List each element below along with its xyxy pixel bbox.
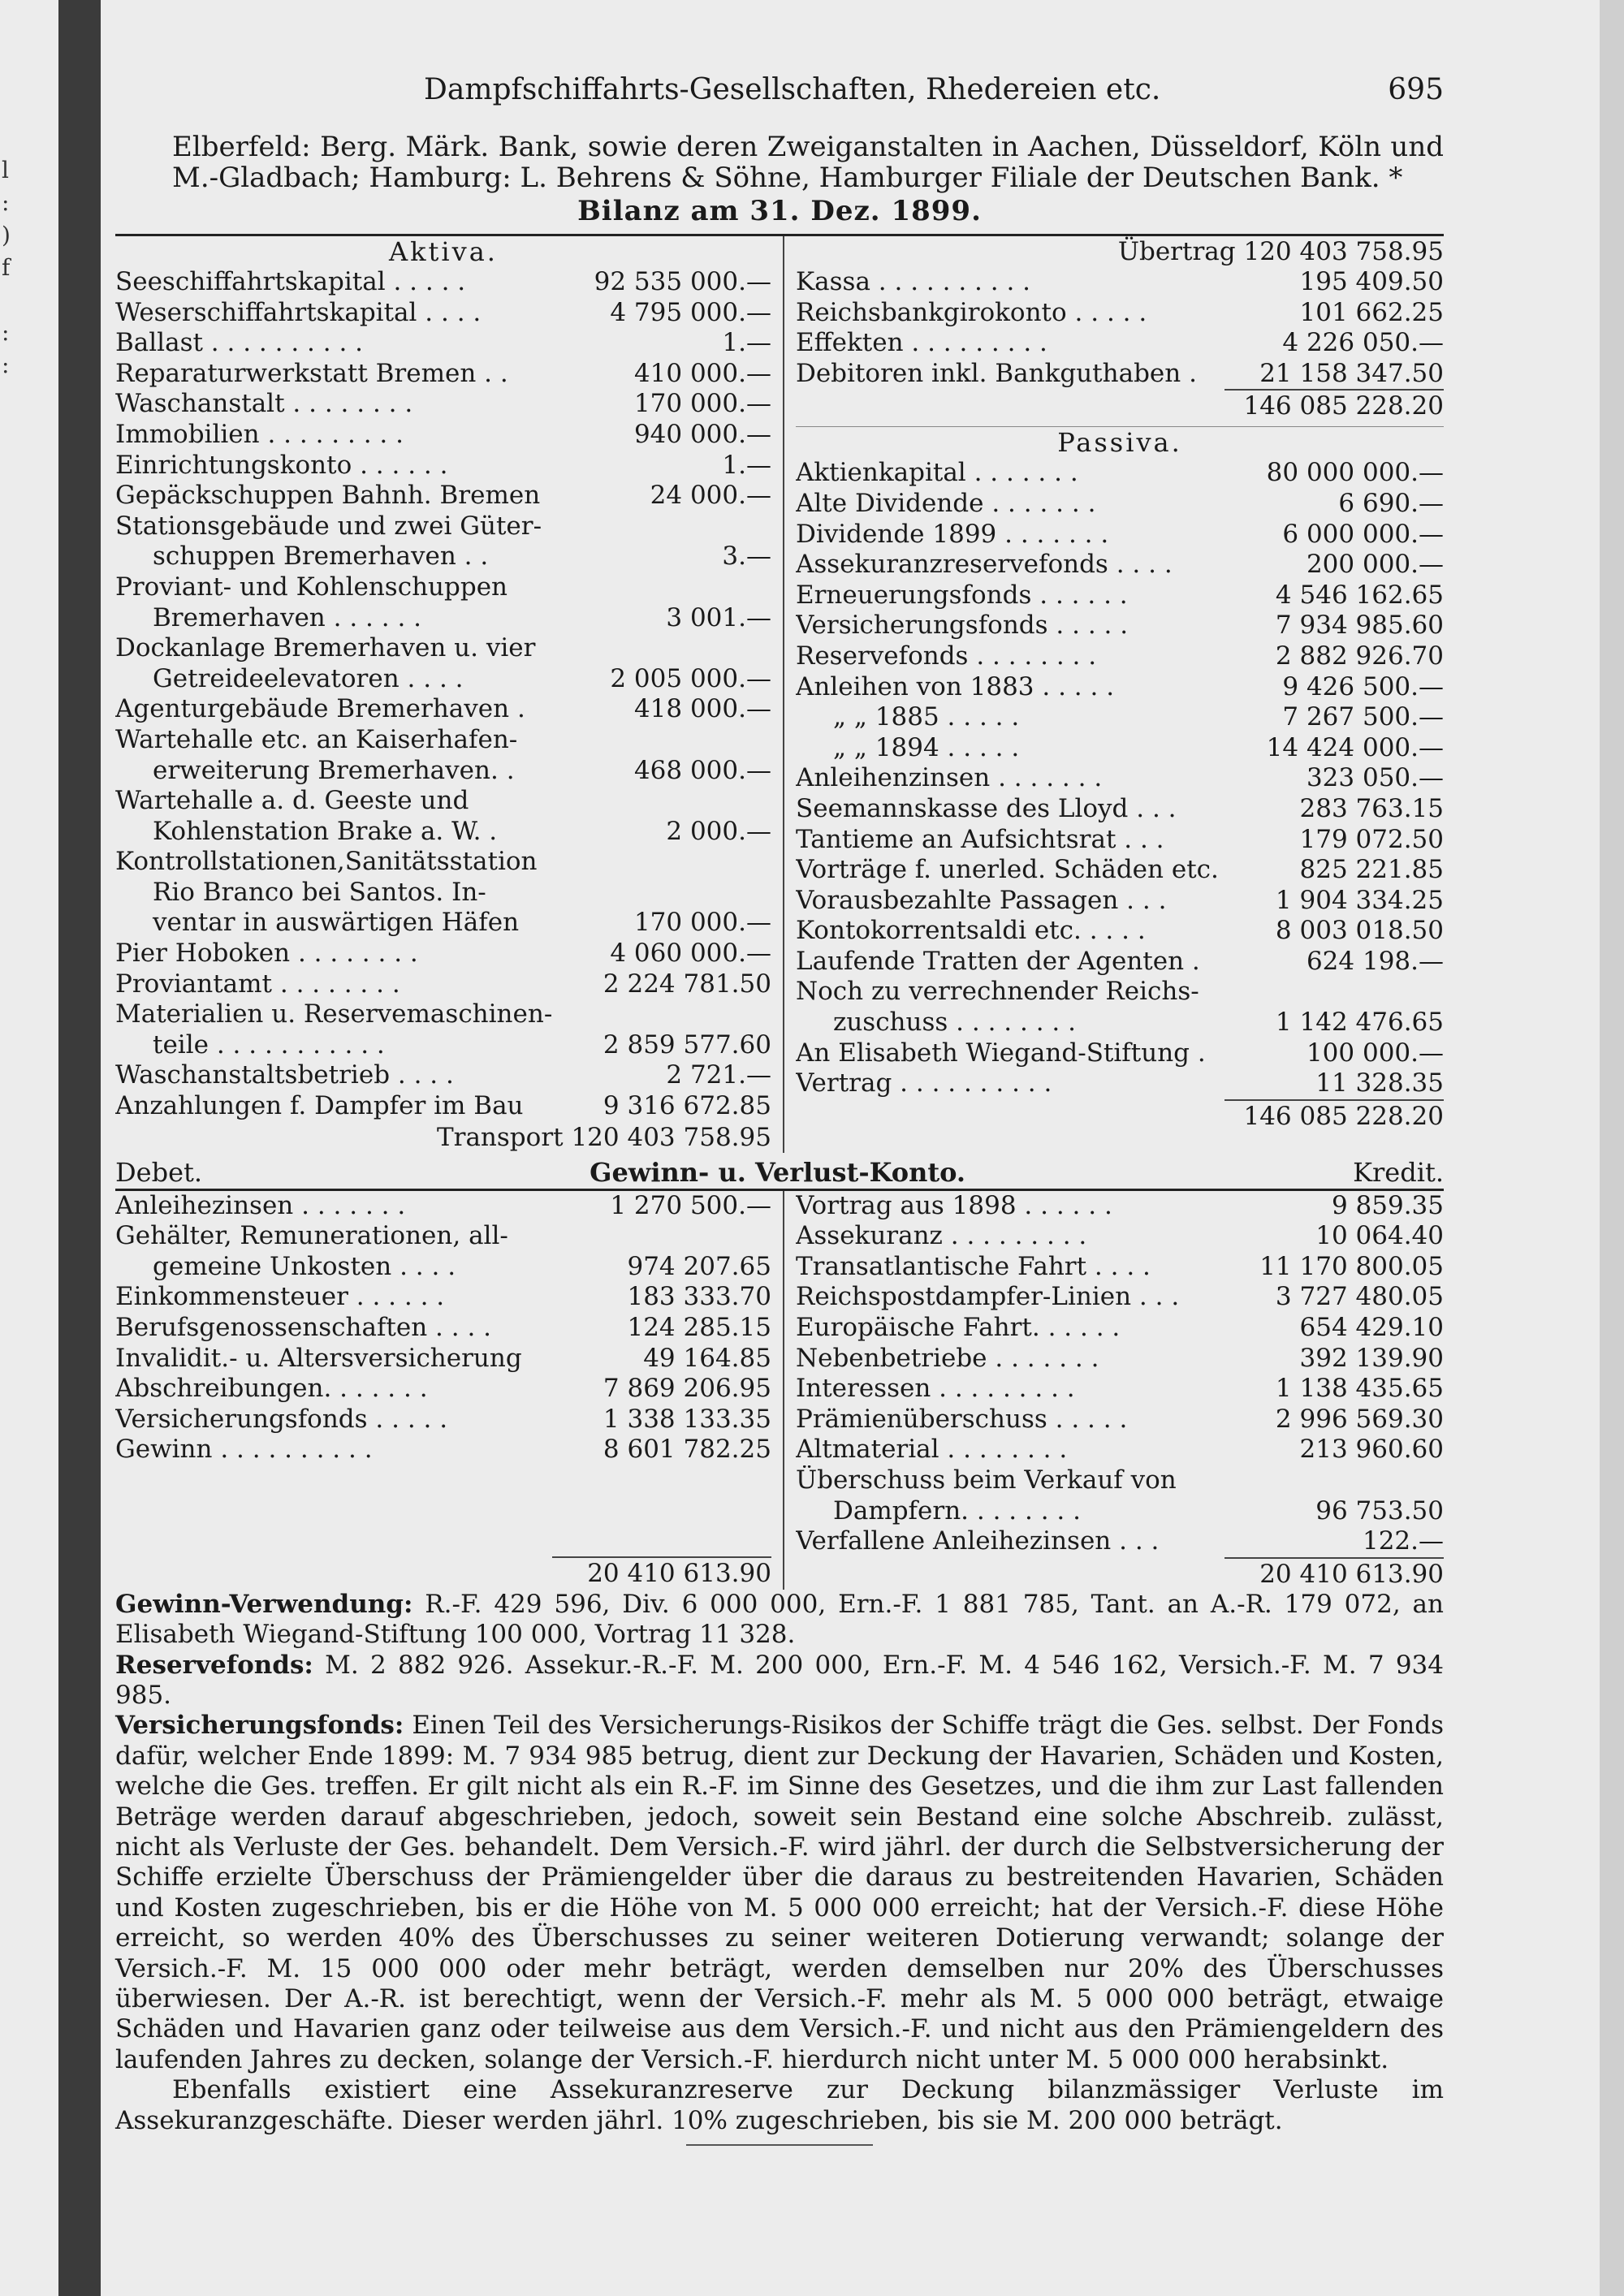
kredit-row xyxy=(796,1465,1444,1496)
margin-mark: f xyxy=(2,254,11,281)
aktiva-label: teile . . . . . . . . . . . xyxy=(153,1029,385,1060)
aktiva-row xyxy=(115,999,771,1030)
aktiva-label: Seeschiffahrtskapital . . . . . xyxy=(115,267,466,296)
passiva-label: Vorträge f. unerled. Schäden etc. xyxy=(795,855,1219,885)
passiva-value xyxy=(1257,977,1444,1008)
passiva-row xyxy=(796,733,1444,764)
passiva-value: 14 424 000.— xyxy=(1266,732,1444,762)
passiva-row xyxy=(796,1068,1444,1099)
debet-total: 20 410 613.90 xyxy=(587,1558,771,1588)
passiva-value: 80 000 000.— xyxy=(1266,458,1444,488)
aktiva-value: 2 224 781.50 xyxy=(603,969,771,999)
kredit-value: 392 139.90 xyxy=(1299,1343,1444,1373)
aktiva-label: Weserschiffahrtskapital . . . . xyxy=(115,297,482,327)
page-number: 695 xyxy=(1388,73,1444,106)
kredit-row xyxy=(796,1344,1444,1375)
passiva-label: Laufende Tratten der Agenten . xyxy=(795,946,1200,976)
debet-value: 1 338 133.35 xyxy=(603,1404,771,1434)
kredit-label: Transatlantische Fahrt . . . . xyxy=(795,1251,1151,1281)
passiva-row xyxy=(796,916,1444,947)
kredit-label: Verfallene Anleihezinsen . . . xyxy=(795,1526,1160,1556)
kredit-row xyxy=(796,1496,1444,1527)
aktiva-right-value: 101 662.25 xyxy=(1299,297,1444,327)
passiva-row xyxy=(796,489,1444,520)
aktiva-right-value: 195 409.50 xyxy=(1299,267,1444,296)
debet-label: Debet. xyxy=(115,1156,203,1188)
passiva-label: Tantieme an Aufsichtsrat . . . xyxy=(795,824,1164,854)
gv-table xyxy=(115,1191,1444,1590)
debet-label: Einkommensteuer . . . . . . xyxy=(115,1282,445,1312)
kredit-value: 9 859.35 xyxy=(1331,1190,1444,1220)
debet-rows xyxy=(115,1191,771,1465)
passiva-row xyxy=(796,947,1444,978)
aktiva-row xyxy=(115,542,771,572)
vf-text: Einen Teil des Versicherungs-Risikos der Schiffe trägt die Ges. selbst. Der Fonds dafür, welcher Ende 1899: M. 7 934 985 betrug, dient zur Deckung der Havarien, Schäden und Kosten, welche die Ges. treffen. Er gilt nicht als ein R.-F. im Sinne des Gesetzes, und die ihm zur Last fallenden Beträge werden darauf abgeschrieben, jedoch, soweit sein Bestand eine solche Abschreib. zulässt, nicht als Verluste der Ges. behandelt. Dem Versich.-F. wird jährl. der durch die Selbstversicherung der Schiffe erzielte Überschuss der Prämiengelder über die daraus zu bestreitenden Havarien, Schäden und Kosten zugeschrieben, bis er die Höhe von M. 5 000 000 erreicht; hat der Versich.-F. diese Höhe erreicht, so werden 40% des Überschusses zu seiner weiteren Dotierung verwandt; solange der Versich.-F. M. 15 000 000 oder mehr beträgt, werden demselben nur 20% des Überschusses überwiesen. Der A.-R. ist berechtigt, wenn der Versich.-F. mehr als M. 5 000 000 beträgt, etwaige Schäden und Havarien ganz oder teilweise aus dem Versich.-F. und nicht aus den Prämiengeldern des laufenden Jahres zu decken, solange der Versich.-F. hierdurch nicht unter M. 5 000 000 herabsinkt. xyxy=(115,1711,1444,2074)
gv-text: R.-F. 429 596, Div. 6 000 000, Ern.-F. 1 881 785, Tant. an A.-R. 179 072, an Elisabeth Wiegand-Stiftung 100 000, Vortrag 11 328. xyxy=(115,1589,1444,1650)
aktiva-label: Stationsgebäude und zwei Güter- xyxy=(115,511,542,541)
debet-column xyxy=(115,1191,784,1590)
bilanz-title: Bilanz am 31. Dez. 1899. xyxy=(577,195,982,227)
aktiva-value: 170 000.— xyxy=(633,908,771,938)
aktiva-label: Materialien u. Reservemaschinen- xyxy=(115,999,553,1029)
reservefonds xyxy=(115,1651,1444,1711)
debet-value: 49 164.85 xyxy=(643,1343,771,1373)
passiva-row xyxy=(796,855,1444,886)
margin-marks xyxy=(2,154,21,382)
debet-row xyxy=(115,1252,771,1283)
rf-text: M. 2 882 926. Assekur.-R.-F. M. 200 000, Ern.-F. M. 4 546 162, Versich.-F. M. 7 934 985. xyxy=(115,1650,1444,1710)
aktiva-label: Wartehalle etc. an Kaiserhafen- xyxy=(115,724,518,754)
aktiva-value: 92 535 000.— xyxy=(594,267,771,296)
kredit-row xyxy=(796,1313,1444,1344)
aktiva-value: 170 000.— xyxy=(633,389,771,419)
kredit-label: Dampfern. . . . . . . . xyxy=(832,1495,1081,1526)
passiva-row xyxy=(796,825,1444,856)
aktiva-row xyxy=(115,664,771,695)
kredit-row xyxy=(796,1526,1444,1557)
kredit-row xyxy=(796,1191,1444,1222)
aktiva-value: 4 795 000.— xyxy=(610,297,771,327)
transport-label: Transport xyxy=(436,1122,564,1152)
passiva-label: Reservefonds . . . . . . . . xyxy=(795,641,1097,671)
aktiva-row xyxy=(115,1060,771,1091)
passiva-label: Anleihenzinsen . . . . . . . xyxy=(795,763,1103,793)
running-header xyxy=(115,73,1444,117)
aktiva-label: ventar in auswärtigen Häfen xyxy=(153,908,520,938)
margin-mark xyxy=(2,284,21,317)
passiva-row xyxy=(796,458,1444,489)
aktiva-total: 146 085 228.20 xyxy=(1243,391,1444,421)
aktiva-value: 410 000.— xyxy=(633,358,771,388)
aktiva-label: Immobilien . . . . . . . . . xyxy=(115,419,404,449)
passiva-label: Vorausbezahlte Passagen . . . xyxy=(795,885,1167,915)
passiva-value: 323 050.— xyxy=(1306,763,1444,793)
debet-row xyxy=(115,1435,771,1465)
passiva-row xyxy=(796,886,1444,917)
aktiva-row xyxy=(115,267,771,298)
aktiva-right-label: Debitoren inkl. Bankguthaben . xyxy=(795,358,1197,388)
aktiva-label: Agenturgebäude Bremerhaven . xyxy=(115,694,525,724)
kredit-value: 96 753.50 xyxy=(1315,1495,1444,1526)
debet-label: Gehälter, Remunerationen, all- xyxy=(115,1221,508,1251)
aktiva-right-row xyxy=(796,298,1444,329)
passiva-value: 283 763.15 xyxy=(1299,793,1444,823)
aktiva-value xyxy=(585,633,771,664)
passiva-row xyxy=(796,763,1444,794)
aktiva-heading: Aktiva. xyxy=(389,236,498,267)
aktiva-row xyxy=(115,481,771,511)
aktiva-value: 1.— xyxy=(722,450,771,480)
kredit-label: Reichspostdampfer-Linien . . . xyxy=(795,1282,1180,1312)
passiva-value: 2 882 926.70 xyxy=(1275,641,1444,671)
aktiva-label: Gepäckschuppen Bahnh. Bremen xyxy=(115,481,541,511)
passiva-value: 8 003 018.50 xyxy=(1275,916,1444,946)
aktiva-label: Bremerhaven . . . . . . xyxy=(153,602,422,632)
kredit-label: Europäische Fahrt. . . . . . xyxy=(795,1313,1121,1342)
vf-key: Versicherungsfonds: xyxy=(115,1711,404,1741)
aktiva-row xyxy=(115,298,771,329)
debet-row xyxy=(115,1405,771,1435)
aktiva-label: Rio Branco bei Santos. In- xyxy=(153,877,486,907)
passiva-label: Erneuerungsfonds . . . . . . xyxy=(795,580,1128,610)
aktiva-value: 24 000.— xyxy=(650,481,771,511)
kredit-value: 213 960.60 xyxy=(1299,1435,1444,1465)
passiva-value: 1 142 476.65 xyxy=(1275,1008,1444,1038)
aktiva-right-rows xyxy=(796,267,1444,389)
passiva-heading: Passiva. xyxy=(1057,427,1182,459)
aktiva-value: 2 005 000.— xyxy=(610,663,771,693)
debet-value: 974 207.65 xyxy=(627,1251,771,1281)
kredit-value: 3 727 480.05 xyxy=(1275,1282,1444,1312)
aktiva-label: Reparaturwerkstatt Bremen . . xyxy=(115,358,508,388)
passiva-value: 179 072.50 xyxy=(1299,824,1444,854)
passiva-row xyxy=(796,672,1444,703)
aktiva-row xyxy=(115,878,771,908)
passiva-value: 6 690.— xyxy=(1338,488,1444,518)
kredit-label: Assekuranz . . . . . . . . . xyxy=(795,1221,1087,1251)
kredit-row xyxy=(796,1282,1444,1313)
transport-row xyxy=(115,1122,771,1153)
aktiva-value: 2 000.— xyxy=(666,816,771,846)
aktiva-value: 2 859 577.60 xyxy=(603,1029,771,1060)
kredit-value: 10 064.40 xyxy=(1315,1221,1444,1251)
page-edge xyxy=(1600,0,1624,2296)
debet-label: Abschreibungen. . . . . . . xyxy=(115,1374,428,1404)
passiva-label: Dividende 1899 . . . . . . . xyxy=(795,519,1109,549)
aktiva-right-label: Reichsbankgirokonto . . . . . xyxy=(795,297,1147,327)
aktiva-label: Waschanstalt . . . . . . . . xyxy=(115,389,413,419)
margin-mark: ) xyxy=(2,222,11,248)
aktiva-row xyxy=(115,572,771,603)
aktiva-label: Kontrollstationen,Sanitätsstation xyxy=(115,847,538,877)
kredit-label: Altmaterial . . . . . . . . xyxy=(795,1435,1068,1465)
aktiva-row xyxy=(115,389,771,420)
debet-label: Versicherungsfonds . . . . . xyxy=(115,1404,448,1434)
aktiva-rows xyxy=(115,267,771,1122)
debet-row xyxy=(115,1344,771,1375)
passiva-row xyxy=(796,641,1444,672)
aktiva-value xyxy=(585,511,771,542)
passiva-row xyxy=(796,1008,1444,1038)
debet-label: Invalidit.- u. Altersversicherung xyxy=(115,1343,522,1373)
passiva-label: Vertrag . . . . . . . . . . xyxy=(795,1068,1052,1098)
kredit-value: 654 429.10 xyxy=(1299,1313,1444,1342)
aktiva-row xyxy=(115,694,771,725)
passiva-row xyxy=(796,977,1444,1008)
passiva-label: Assekuranzreservefonds . . . . xyxy=(795,550,1173,580)
end-rule xyxy=(686,2144,873,2146)
passiva-row xyxy=(796,1038,1444,1069)
running-title: Dampfschiffahrts-Gesellschaften, Rhedereien etc. xyxy=(424,73,1161,106)
aktiva-value: 1.— xyxy=(722,328,771,358)
aktiva-value xyxy=(585,878,771,908)
debet-value: 8 601 782.25 xyxy=(603,1435,771,1465)
kredit-row xyxy=(796,1374,1444,1405)
aktiva-label: Proviant- und Kohlenschuppen xyxy=(115,572,508,602)
passiva-label: Aktienkapital . . . . . . . xyxy=(795,458,1078,488)
passiva-total: 146 085 228.20 xyxy=(1243,1101,1444,1131)
gv-key: Gewinn-Verwendung: xyxy=(115,1589,413,1619)
aktiva-value xyxy=(585,847,771,878)
passiva-value: 1 904 334.25 xyxy=(1275,885,1444,915)
debet-row xyxy=(115,1282,771,1313)
aktiva-value: 468 000.— xyxy=(633,755,771,785)
passiva-value: 825 221.85 xyxy=(1299,855,1444,885)
versicherungsfonds xyxy=(115,1711,1444,2075)
debet-value: 183 333.70 xyxy=(627,1282,771,1312)
aktiva-row xyxy=(115,328,771,359)
aktiva-right-row xyxy=(796,359,1444,390)
passiva-row xyxy=(796,520,1444,550)
debet-value: 1 270 500.— xyxy=(610,1190,771,1220)
kredit-column xyxy=(784,1191,1444,1590)
aktiva-right-label: Effekten . . . . . . . . . xyxy=(795,328,1047,358)
aktiva-row xyxy=(115,908,771,939)
aktiva-row xyxy=(115,603,771,634)
aktiva-row xyxy=(115,451,771,481)
aktiva-value: 9 316 672.85 xyxy=(603,1091,771,1121)
passiva-label: An Elisabeth Wiegand-Stiftung . xyxy=(795,1038,1206,1068)
debet-value xyxy=(585,1221,771,1252)
passiva-value: 6 000 000.— xyxy=(1282,519,1444,549)
gv-header xyxy=(115,1156,1444,1189)
aktiva-value xyxy=(585,999,771,1030)
debet-row xyxy=(115,1313,771,1344)
kredit-row xyxy=(796,1405,1444,1435)
passiva-label: Alte Dividende . . . . . . . xyxy=(795,488,1096,518)
aktiva-value xyxy=(585,572,771,603)
passiva-row xyxy=(796,702,1444,733)
rf-key: Reservefonds: xyxy=(115,1650,313,1680)
debet-row xyxy=(115,1191,771,1222)
gewinn-verwendung xyxy=(115,1590,1444,1651)
aktiva-label: Ballast . . . . . . . . . . xyxy=(115,328,364,358)
aktiva-value: 940 000.— xyxy=(633,419,771,449)
debet-label: Berufsgenossenschaften . . . . xyxy=(115,1313,492,1342)
kredit-label: Nebenbetriebe . . . . . . . xyxy=(795,1343,1099,1373)
aktiva-label: Proviantamt . . . . . . . . xyxy=(115,969,400,999)
aktiva-row xyxy=(115,633,771,664)
kredit-value: 11 170 800.05 xyxy=(1259,1251,1444,1281)
passiva-value: 9 426 500.— xyxy=(1282,671,1444,701)
aktiva-label: Wartehalle a. d. Geeste und xyxy=(115,786,469,816)
aktiva-label: Waschanstaltsbetrieb . . . . xyxy=(115,1060,454,1090)
binding-shadow xyxy=(58,0,101,2296)
aktiva-right-row xyxy=(796,328,1444,359)
aktiva-value: 418 000.— xyxy=(633,694,771,724)
bilanz-table xyxy=(115,236,1444,1153)
margin-mark: : xyxy=(2,352,10,378)
passiva-value: 100 000.— xyxy=(1306,1038,1444,1068)
aktiva-value xyxy=(585,786,771,817)
aktiva-right-row xyxy=(796,267,1444,298)
passiva-value: 624 198.— xyxy=(1306,946,1444,976)
aktiva-right-value: 4 226 050.— xyxy=(1282,328,1444,358)
aktiva-right-label: Kassa . . . . . . . . . . xyxy=(795,267,1031,296)
kredit-total: 20 410 613.90 xyxy=(1259,1559,1444,1589)
aktiva-value: 2 721.— xyxy=(666,1060,771,1090)
passiva-value: 4 546 162.65 xyxy=(1275,580,1444,610)
kredit-row xyxy=(796,1435,1444,1465)
aktiva-row xyxy=(115,511,771,542)
aktiva-row xyxy=(115,786,771,817)
debet-value: 124 285.15 xyxy=(627,1313,771,1342)
kredit-label: Kredit. xyxy=(1353,1156,1444,1188)
kredit-label: Überschuss beim Verkauf von xyxy=(795,1465,1177,1495)
passiva-label: Kontokorrentsaldi etc. . . . . xyxy=(795,916,1146,946)
aktiva-row xyxy=(115,939,771,969)
kredit-row xyxy=(796,1221,1444,1252)
passiva-row xyxy=(796,611,1444,641)
debet-label: gemeine Unkosten . . . . xyxy=(153,1251,456,1281)
passiva-label: Noch zu verrechnender Reichs- xyxy=(795,977,1199,1007)
intro-text: Elberfeld: Berg. Märk. Bank, sowie deren Zweiganstalten in Aachen, Düsseldorf, Köln und M.-Gladbach; Hamburg: L. Behrens & Söhne, Hamburger Filiale der Deutschen Bank. * xyxy=(172,131,1444,194)
aktiva-value xyxy=(585,725,771,756)
aktiva-row xyxy=(115,817,771,848)
passiva-label: zuschuss . . . . . . . . xyxy=(832,1008,1076,1038)
passiva-value: 7 267 500.— xyxy=(1282,702,1444,732)
passiva-label: Seemannskasse des Lloyd . . . xyxy=(795,793,1177,823)
kredit-row xyxy=(796,1252,1444,1283)
debet-label: Gewinn . . . . . . . . . . xyxy=(115,1435,373,1465)
margin-mark: l xyxy=(2,157,9,183)
passiva-label: „ „ 1885 . . . . . xyxy=(832,702,1020,732)
kredit-value: 122.— xyxy=(1362,1526,1444,1556)
kredit-value: 1 138 435.65 xyxy=(1275,1374,1444,1404)
aktiva-value: 3 001.— xyxy=(666,602,771,632)
kredit-label: Vortrag aus 1898 . . . . . . xyxy=(795,1190,1112,1220)
aktiva-row xyxy=(115,420,771,451)
passiva-rows xyxy=(796,458,1444,1098)
aktiva-column xyxy=(115,236,784,1153)
gv-title: Gewinn- u. Verlust-Konto. xyxy=(590,1156,966,1188)
aktiva-label: Pier Hoboken . . . . . . . . xyxy=(115,939,418,969)
kredit-value xyxy=(1257,1465,1444,1496)
right-column xyxy=(784,236,1444,1153)
uebertrag-row xyxy=(796,236,1444,267)
passiva-label: „ „ 1894 . . . . . xyxy=(832,732,1020,762)
passiva-label: Versicherungsfonds . . . . . xyxy=(795,611,1129,641)
margin-mark: : xyxy=(2,319,10,346)
margin-mark: : xyxy=(2,189,10,216)
aktiva-row xyxy=(115,847,771,878)
uebertrag-value: 120 403 758.95 xyxy=(1243,237,1444,266)
aktiva-right-value: 21 158 347.50 xyxy=(1259,358,1444,388)
aktiva-label: schuppen Bremerhaven . . xyxy=(153,542,489,572)
assekuranz-note: Ebenfalls existiert eine Assekuranzreserve zur Deckung bilanzmässiger Verluste im Assekuranzgeschäfte. Dieser werden jährl. 10% zugeschrieben, bis sie M. 200 000 beträgt. xyxy=(115,2075,1444,2135)
page-content xyxy=(115,73,1444,2146)
passiva-value: 11 328.35 xyxy=(1315,1068,1444,1098)
passiva-row xyxy=(796,794,1444,825)
debet-row xyxy=(115,1221,771,1252)
aktiva-row xyxy=(115,1030,771,1061)
aktiva-label: Dockanlage Bremerhaven u. vier xyxy=(115,633,536,663)
aktiva-label: Getreideelevatoren . . . . xyxy=(153,663,464,693)
passiva-value: 7 934 985.60 xyxy=(1275,611,1444,641)
debet-value: 7 869 206.95 xyxy=(603,1374,771,1404)
kredit-value: 2 996 569.30 xyxy=(1275,1404,1444,1434)
aktiva-value: 4 060 000.— xyxy=(610,939,771,969)
kredit-label: Prämienüberschuss . . . . . xyxy=(795,1404,1128,1434)
aktiva-row xyxy=(115,1091,771,1122)
debet-row xyxy=(115,1374,771,1405)
aktiva-label: Anzahlungen f. Dampfer im Bau xyxy=(115,1091,524,1121)
aktiva-row xyxy=(115,725,771,756)
aktiva-label: erweiterung Bremerhaven. . xyxy=(153,755,515,785)
transport-value: 120 403 758.95 xyxy=(571,1122,771,1152)
passiva-value: 200 000.— xyxy=(1306,550,1444,580)
aktiva-value: 3.— xyxy=(722,542,771,572)
passiva-row xyxy=(796,580,1444,611)
aktiva-row xyxy=(115,969,771,1000)
aktiva-label: Einrichtungskonto . . . . . . xyxy=(115,450,448,480)
aktiva-row xyxy=(115,359,771,390)
kredit-label: Interessen . . . . . . . . . xyxy=(795,1374,1075,1404)
passiva-label: Anleihen von 1883 . . . . . xyxy=(795,671,1115,701)
aktiva-row xyxy=(115,756,771,787)
passiva-row xyxy=(796,550,1444,580)
uebertrag-label: Übertrag xyxy=(1117,237,1236,266)
aktiva-label: Kohlenstation Brake a. W. . xyxy=(153,816,498,846)
debet-label: Anleihezinsen . . . . . . . xyxy=(115,1190,406,1220)
kredit-rows xyxy=(796,1191,1444,1557)
